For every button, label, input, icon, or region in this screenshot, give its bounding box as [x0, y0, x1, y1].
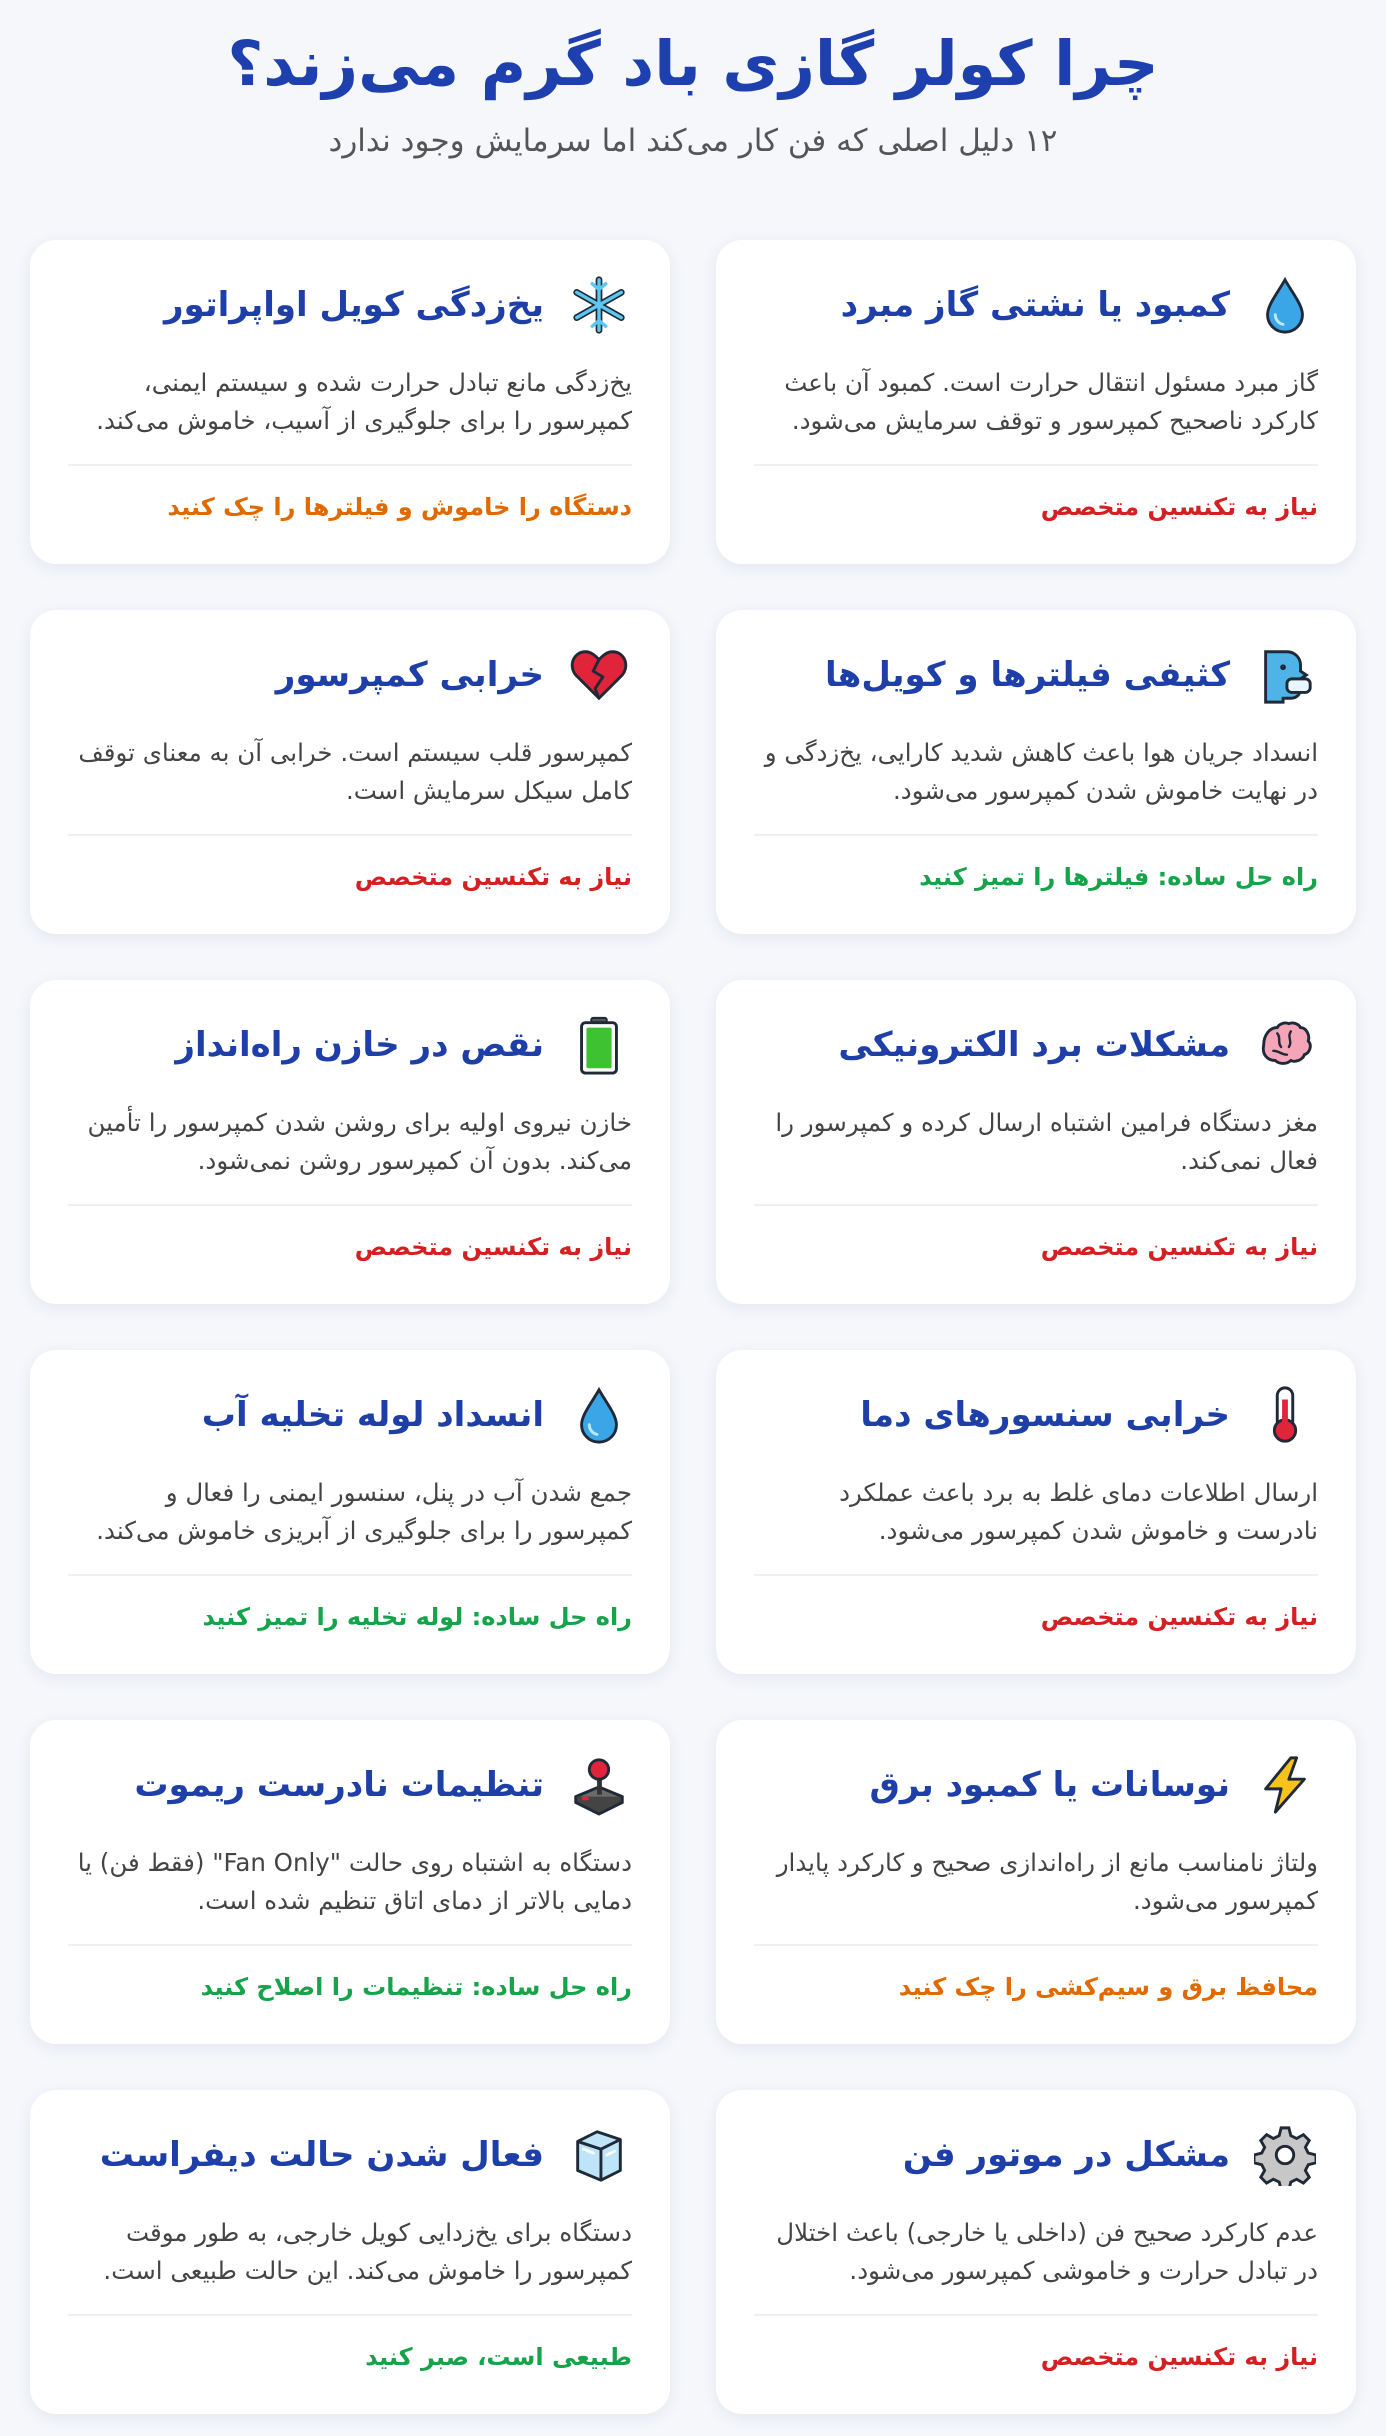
lightning-icon — [1252, 1752, 1318, 1818]
card-action: طبیعی است، صبر کنید — [365, 2343, 632, 2371]
card-description: مغز دستگاه فرامین اشتباه ارسال کرده و کمپرسور را فعال نمی‌کند. — [775, 1108, 1318, 1175]
card-title: تنظیمات نادرست ریموت — [134, 1765, 544, 1805]
card-action: نیاز به تکنسین متخصص — [354, 1233, 632, 1261]
cause-card — [30, 1720, 670, 2044]
card-header — [754, 2120, 1318, 2190]
card-action: راه حل ساده: تنظیمات را اصلاح کنید — [200, 1973, 632, 2001]
card-header — [68, 1750, 632, 1820]
card-header — [68, 2120, 632, 2190]
broken-heart-icon — [566, 642, 632, 708]
card-description: جمع شدن آب در پنل، سنسور ایمنی را فعال و کمپرسور را برای جلوگیری از آبریزی خاموش می‌کند. — [96, 1478, 632, 1545]
card-description: دستگاه برای یخ‌زدایی کویل خارجی، به طور موقت کمپرسور را خاموش می‌کند. این حالت طبیعی است. — [103, 2218, 632, 2285]
card-header — [68, 640, 632, 710]
card-divider — [68, 2314, 632, 2316]
card-header — [754, 1010, 1318, 1080]
cause-card — [716, 610, 1356, 934]
causes-grid — [30, 240, 1356, 2414]
card-action: نیاز به تکنسین متخصص — [1040, 2343, 1318, 2371]
card-description: ولتاژ نامناسب مانع از راه‌اندازی صحیح و کارکرد پایدار کمپرسور می‌شود. — [776, 1848, 1318, 1915]
card-description: یخ‌زدگی مانع تبادل حرارت شده و سیستم ایمنی، کمپرسور را برای جلوگیری از آسیب، خاموش می‌کند. — [96, 368, 632, 435]
card-header — [68, 1010, 632, 1080]
cause-card — [30, 610, 670, 934]
gear-icon — [1252, 2122, 1318, 2188]
cause-card — [716, 980, 1356, 1304]
cause-card — [30, 2090, 670, 2414]
card-description: خازن نیروی اولیه برای روشن شدن کمپرسور را تأمین می‌کند. بدون آن کمپرسور روشن نمی‌شود. — [87, 1108, 632, 1175]
cause-card — [716, 1720, 1356, 2044]
card-description: انسداد جریان هوا باعث کاهش شدید کارایی، یخ‌زدگی و در نهایت خاموش شدن کمپرسور می‌شود. — [764, 738, 1318, 805]
card-action: نیاز به تکنسین متخصص — [354, 863, 632, 891]
card-action: نیاز به تکنسین متخصص — [1040, 1233, 1318, 1261]
card-divider — [754, 1204, 1318, 1206]
card-description: گاز مبرد مسئول انتقال حرارت است. کمبود آن باعث کارکرد ناصحیح کمپرسور و توقف سرمایش می‌شود. — [784, 368, 1318, 435]
card-description: کمپرسور قلب سیستم است. خرابی آن به معنای توقف کامل سیکل سرمایش است. — [78, 738, 632, 805]
card-divider — [754, 1574, 1318, 1576]
sneezing-face-icon — [1252, 642, 1318, 708]
card-title: یخ‌زدگی کویل اواپراتور — [163, 285, 544, 325]
card-header — [754, 1380, 1318, 1450]
card-header — [754, 1750, 1318, 1820]
card-action: محافظ برق و سیم‌کشی را چک کنید — [898, 1973, 1318, 2001]
card-title: کثیفی فیلترها و کویل‌ها — [825, 655, 1230, 695]
cause-card — [716, 2090, 1356, 2414]
card-divider — [754, 464, 1318, 466]
card-title: مشکلات برد الکترونیکی — [838, 1025, 1230, 1065]
card-divider — [68, 464, 632, 466]
snowflake-icon — [566, 272, 632, 338]
card-action: دستگاه را خاموش و فیلترها را چک کنید — [167, 493, 632, 521]
card-title: نوسانات یا کمبود برق — [869, 1765, 1230, 1805]
card-action: نیاز به تکنسین متخصص — [1040, 493, 1318, 521]
card-divider — [68, 1204, 632, 1206]
card-action: نیاز به تکنسین متخصص — [1040, 1603, 1318, 1631]
page-subtitle: ۱۲ دلیل اصلی که فن کار می‌کند اما سرمایش وجود ندارد — [328, 123, 1058, 159]
card-action: راه حل ساده: فیلترها را تمیز کنید — [919, 863, 1318, 891]
brain-icon — [1252, 1012, 1318, 1078]
card-description: دستگاه به اشتباه روی حالت "Fan Only" (فقط فن) یا دمایی بالاتر از دمای اتاق تنظیم شده است. — [77, 1848, 632, 1915]
card-description: ارسال اطلاعات دمای غلط به برد باعث عملکرد نادرست و خاموش شدن کمپرسور می‌شود. — [839, 1478, 1318, 1545]
thermometer-icon — [1252, 1382, 1318, 1448]
card-action: راه حل ساده: لوله تخلیه را تمیز کنید — [202, 1603, 632, 1631]
page-header — [0, 0, 1386, 240]
card-divider — [68, 834, 632, 836]
joystick-icon — [566, 1752, 632, 1818]
card-title: خرابی کمپرسور — [275, 655, 544, 695]
cause-card — [30, 980, 670, 1304]
card-title: کمبود یا نشتی گاز مبرد — [840, 285, 1230, 325]
card-title: مشکل در موتور فن — [902, 2135, 1230, 2175]
battery-icon — [566, 1012, 632, 1078]
card-divider — [754, 2314, 1318, 2316]
ice-cube-icon — [566, 2122, 632, 2188]
water-drop-icon — [1252, 272, 1318, 338]
card-header — [754, 640, 1318, 710]
card-title: خرابی سنسورهای دما — [860, 1395, 1230, 1435]
cause-card — [716, 1350, 1356, 1674]
card-header — [68, 270, 632, 340]
card-divider — [68, 1944, 632, 1946]
card-divider — [68, 1574, 632, 1576]
cause-card — [30, 1350, 670, 1674]
card-description: عدم کارکرد صحیح فن (داخلی یا خارجی) باعث اختلال در تبادل حرارت و خاموشی کمپرسور می‌شود. — [776, 2218, 1318, 2285]
card-divider — [754, 1944, 1318, 1946]
cause-card — [30, 240, 670, 564]
cause-card — [716, 240, 1356, 564]
card-title: فعال شدن حالت دیفراست — [99, 2135, 544, 2175]
card-header — [68, 1380, 632, 1450]
card-divider — [754, 834, 1318, 836]
page-title: چرا کولر گازی باد گرم می‌زند؟ — [227, 27, 1159, 100]
water-drop-icon — [566, 1382, 632, 1448]
card-title: نقص در خازن راه‌انداز — [175, 1025, 544, 1065]
card-header — [754, 270, 1318, 340]
card-title: انسداد لوله تخلیه آب — [201, 1395, 544, 1435]
